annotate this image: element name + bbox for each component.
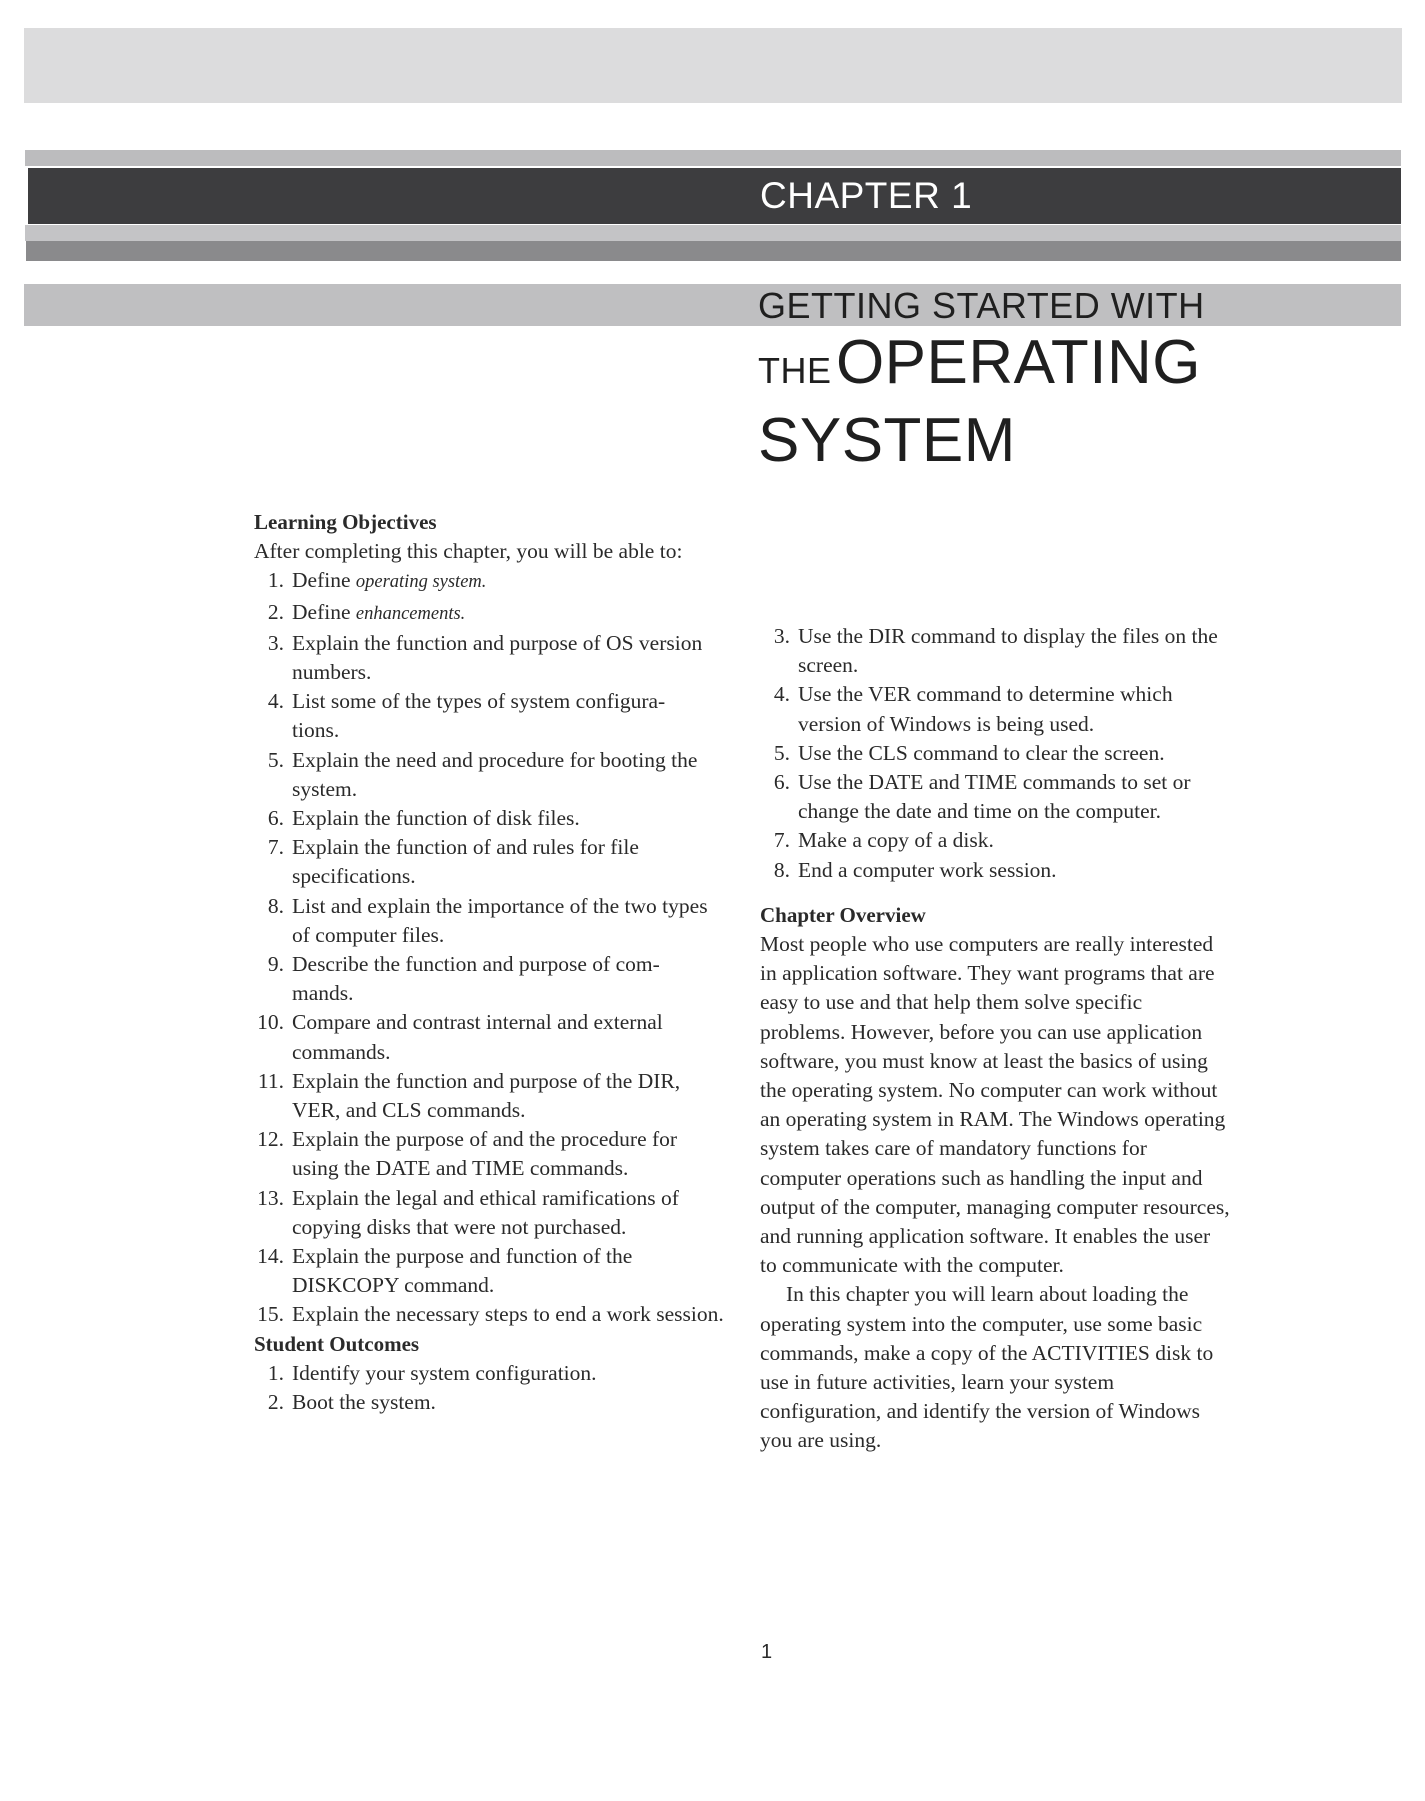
- student-outcomes-list: [254, 1359, 724, 1417]
- title-the: THE: [758, 350, 832, 391]
- right-column: [760, 622, 1230, 1456]
- list-item: 2. Define enhancements.: [267, 599, 466, 624]
- title-operating: OPERATING: [835, 328, 1202, 397]
- title-line-1: GETTING STARTED WITH: [758, 285, 1205, 326]
- list-item: 11. Explain the function and purpose of the DIR, VER, and CLS commands.: [257, 1068, 681, 1123]
- list-item: 1. Identify your system configuration.: [267, 1360, 597, 1385]
- chapter-band: [28, 168, 1401, 224]
- chapter-title: [758, 285, 1205, 475]
- left-column: [254, 508, 724, 1417]
- learning-objectives-heading: Learning Objectives: [254, 510, 437, 534]
- list-item: 8. List and explain the importance of the two types of computer files.: [267, 893, 708, 947]
- list-item: 13. Explain the legal and ethical ramifications of copying disks that were not purchased.: [257, 1185, 679, 1239]
- list-item: 5. Explain the need and procedure for booting the system.: [267, 747, 698, 801]
- list-item: 6. Explain the function of disk files.: [267, 806, 580, 831]
- chapter-label: CHAPTER 1: [760, 175, 973, 216]
- list-item: 7. Make a copy of a disk.: [773, 828, 994, 853]
- header-band-mid: [26, 241, 1401, 261]
- header-band-top: [24, 28, 1402, 103]
- header-band-thin: [25, 150, 1401, 166]
- list-item: 3. Explain the function and purpose of OS version numbers.: [267, 630, 703, 685]
- list-item: 8. End a computer work session.: [773, 857, 1057, 882]
- learning-objectives-list: [254, 566, 724, 1329]
- title-line-2: [758, 328, 1205, 410]
- list-item: 4. List some of the types of system configura- tions.: [267, 689, 666, 743]
- list-item: 15. Explain the necessary steps to end a work session.: [257, 1302, 724, 1327]
- list-item: 14. Explain the purpose and function of the DISKCOPY command.: [257, 1244, 633, 1298]
- header-band-thin-lower: [25, 225, 1401, 241]
- list-item: 9. Describe the function and purpose of com- mands.: [267, 952, 660, 1006]
- list-item: 7. Explain the function of and rules for file specifications.: [267, 835, 639, 889]
- list-item: 12. Explain the purpose of and the procedure for using the DATE and TIME commands.: [257, 1127, 678, 1181]
- list-item: 6. Use the DATE and TIME commands to set or change the date and time on the computer.: [773, 770, 1191, 824]
- student-outcomes-list-continued: [760, 622, 1230, 885]
- list-item: 5. Use the CLS command to clear the screen.: [773, 740, 1165, 765]
- list-item: 10. Compare and contrast internal and external commands.: [257, 1010, 663, 1064]
- list-item: 2. Boot the system.: [267, 1390, 436, 1415]
- chapter-overview-paragraph-1: Most people who use computers are really interested in application software. They want programs that are easy to use and that help them solve specific problems. However, before you can use application software, you must know at least the basics of using the operating system. No computer can work without an operating system in RAM. The Windows operating system takes care of mandatory functions for computer operations such as handling the input and output of the computer, managing computer resources, and running application software. It enables the user to communicate with the computer.: [760, 932, 1230, 1278]
- title-line-3: SYSTEM: [758, 406, 1016, 475]
- student-outcomes-heading: Student Outcomes: [254, 1331, 420, 1356]
- list-item: 1. Define operating system.: [267, 568, 487, 593]
- chapter-overview-heading: Chapter Overview: [760, 902, 926, 927]
- list-item: 4. Use the VER command to determine which version of Windows is being used.: [773, 682, 1173, 736]
- learning-objectives-intro: After completing this chapter, you will be able to:: [254, 539, 683, 564]
- chapter-overview-paragraph-2: In this chapter you will learn about loading the operating system into the computer, use some basic commands, make a copy of the ACTIVITIES disk to use in future activities, learn your system configuration, and identify the version of Windows you are using.: [760, 1282, 1214, 1453]
- list-item: 3. Use the DIR command to display the files on the screen.: [773, 624, 1218, 678]
- page-number: 1: [761, 1641, 773, 1663]
